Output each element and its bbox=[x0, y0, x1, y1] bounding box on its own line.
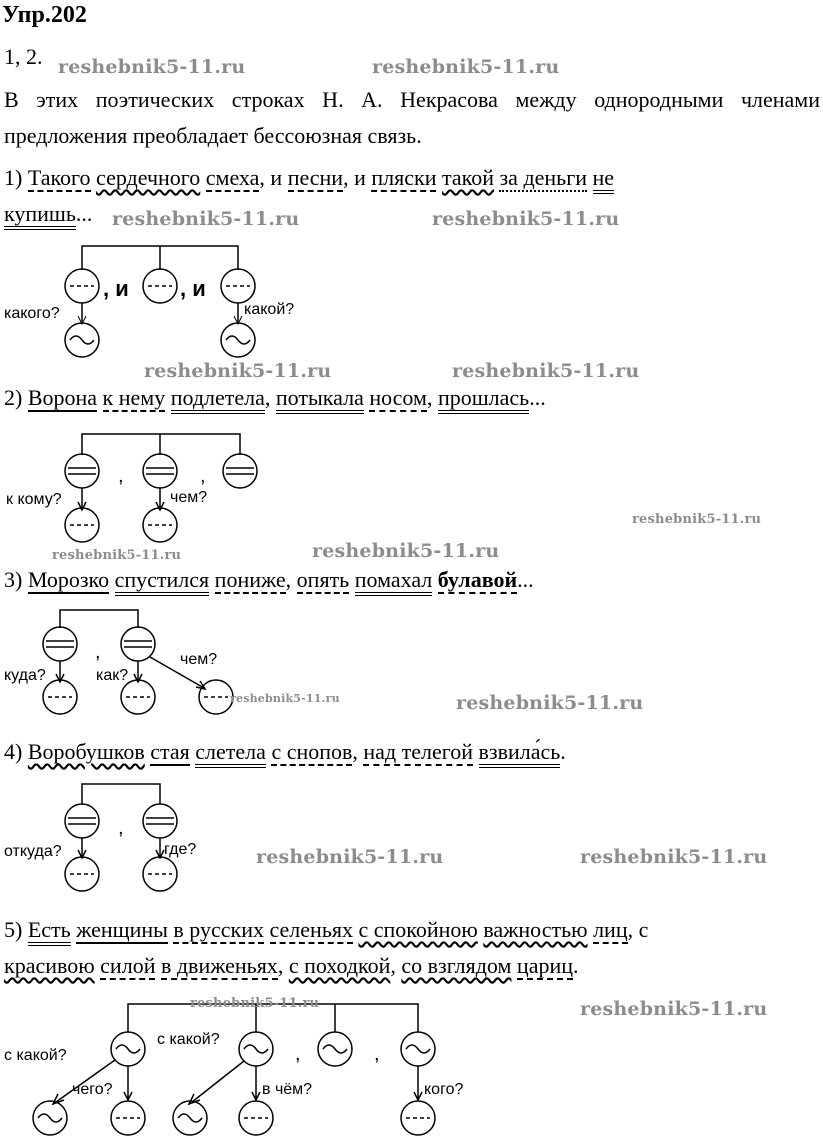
word: носом bbox=[369, 385, 427, 410]
word: такой bbox=[441, 165, 494, 190]
word: Ворона bbox=[27, 385, 98, 410]
question-1: куда? bbox=[4, 667, 46, 684]
watermark: reshebnik5-11.ru bbox=[144, 360, 332, 382]
question-2: где? bbox=[164, 841, 197, 858]
question-3: с какой? bbox=[157, 1031, 220, 1048]
sentence-number: 2) bbox=[4, 385, 23, 410]
sentence-number: 4) bbox=[4, 739, 23, 764]
diagram-5 bbox=[0, 994, 480, 1146]
comma: , bbox=[95, 641, 101, 663]
question-5: кого? bbox=[424, 1081, 464, 1098]
period: . bbox=[573, 953, 579, 978]
word: Такого bbox=[27, 165, 91, 190]
sentence-2 bbox=[4, 380, 822, 416]
watermark: reshebnik5-11.ru bbox=[312, 540, 500, 562]
word: подлетела bbox=[171, 385, 265, 414]
sentence-5 bbox=[4, 912, 822, 984]
comma: , bbox=[390, 953, 396, 978]
word: цариц bbox=[516, 953, 574, 978]
conjunction: , и bbox=[343, 165, 366, 190]
question-1: с какой? bbox=[4, 1047, 67, 1064]
sentence-3 bbox=[4, 562, 822, 598]
word: над телегой bbox=[363, 739, 474, 764]
word: с снопов bbox=[271, 739, 353, 764]
watermark: reshebnik5-11.ru bbox=[580, 998, 768, 1020]
watermark: reshebnik5-11.ru bbox=[632, 512, 762, 527]
watermark: reshebnik5-11.ru bbox=[452, 360, 640, 382]
question-2: чем? bbox=[170, 489, 208, 506]
word: пляски bbox=[371, 165, 437, 190]
word: смеха bbox=[205, 165, 260, 190]
question-2: как? bbox=[96, 667, 129, 684]
word: стая bbox=[150, 739, 190, 764]
watermark: reshebnik5-11.ru bbox=[432, 208, 620, 230]
conjunction: , и bbox=[259, 165, 283, 190]
comma-2: , bbox=[200, 465, 206, 487]
question-4: в чём? bbox=[262, 1081, 313, 1098]
watermark: reshebnik5-11.ru bbox=[58, 56, 246, 78]
comma: , bbox=[118, 817, 124, 839]
word: в русских bbox=[173, 917, 264, 942]
word: Морозко bbox=[27, 567, 110, 592]
sentence-4 bbox=[4, 734, 822, 770]
word: помахал bbox=[355, 567, 433, 596]
word: пониже bbox=[214, 567, 286, 592]
watermark: reshebnik5-11.ru bbox=[230, 692, 340, 705]
period: . bbox=[560, 739, 566, 764]
comma: , bbox=[277, 953, 284, 978]
word: песни bbox=[287, 165, 344, 190]
word: булавой bbox=[437, 567, 518, 592]
word: опять bbox=[296, 567, 350, 592]
question-2: какой? bbox=[244, 301, 295, 318]
diagram-4 bbox=[0, 780, 240, 895]
sentence-number: 5) bbox=[4, 917, 23, 942]
comma-1: , bbox=[295, 1043, 301, 1065]
word: Есть bbox=[28, 917, 71, 946]
ellipsis: ... bbox=[529, 385, 546, 410]
ellipsis: ... bbox=[517, 567, 534, 592]
intro-paragraph: В этих поэтических строках Н. А. Некрасова между однородными членами предложения преобладает бессоюзная связь. bbox=[4, 87, 820, 148]
question-1: к кому? bbox=[6, 491, 62, 508]
word: за деньги bbox=[499, 165, 588, 190]
sentence-number: 1) bbox=[4, 165, 23, 190]
comma: , bbox=[426, 385, 433, 410]
word: спустился bbox=[115, 567, 210, 596]
comma-1: , bbox=[118, 465, 124, 487]
word: потыкала bbox=[276, 385, 364, 414]
exercise-title: Упр.202 bbox=[2, 2, 87, 28]
sentence-number: 3) bbox=[4, 567, 23, 592]
word: к нему bbox=[102, 385, 166, 410]
comma: , bbox=[285, 567, 292, 592]
comma: , bbox=[264, 385, 271, 410]
comma-2: , bbox=[374, 1043, 380, 1065]
word: силой bbox=[100, 953, 156, 978]
question-1: какого? bbox=[4, 305, 60, 322]
exercise-subtitle: 1, 2. bbox=[4, 44, 43, 69]
question-2: чего? bbox=[72, 1081, 113, 1098]
watermark: reshebnik5-11.ru bbox=[456, 692, 644, 714]
word: женщины bbox=[76, 917, 168, 942]
word: Воробушков bbox=[27, 739, 145, 764]
word: сердечного bbox=[96, 165, 201, 190]
conj-1: , и bbox=[103, 276, 129, 301]
watermark: reshebnik5-11.ru bbox=[190, 996, 320, 1011]
word: не bbox=[593, 165, 615, 194]
word: взвила́сь bbox=[479, 739, 561, 768]
watermark: reshebnik5-11.ru bbox=[256, 846, 444, 868]
comma: , bbox=[352, 739, 358, 764]
word: со взглядом bbox=[401, 953, 512, 978]
word: с спокойною bbox=[358, 917, 478, 942]
watermark: reshebnik5-11.ru bbox=[112, 208, 300, 230]
watermark: reshebnik5-11.ru bbox=[580, 846, 768, 868]
word: прошлась bbox=[438, 385, 529, 414]
ellipsis: ... bbox=[75, 201, 93, 226]
diagram-1 bbox=[0, 240, 340, 365]
diagram-3 bbox=[0, 608, 240, 723]
word: красивою bbox=[4, 953, 95, 978]
word: лиц bbox=[593, 917, 628, 942]
word: слетела bbox=[195, 739, 266, 768]
word: купишь bbox=[4, 201, 76, 230]
conj-2: , и bbox=[180, 276, 206, 301]
word: с походкой bbox=[288, 953, 391, 978]
watermark: reshebnik5-11.ru bbox=[372, 56, 560, 78]
word: в движеньях bbox=[160, 953, 278, 978]
word: селеньях bbox=[269, 917, 353, 942]
question-3: чем? bbox=[180, 651, 218, 668]
watermark: reshebnik5-11.ru bbox=[52, 548, 182, 563]
word: важностью bbox=[483, 917, 588, 942]
conjunction: , с bbox=[627, 917, 649, 942]
diagram-2 bbox=[0, 430, 300, 555]
question-1: откуда? bbox=[4, 843, 62, 860]
